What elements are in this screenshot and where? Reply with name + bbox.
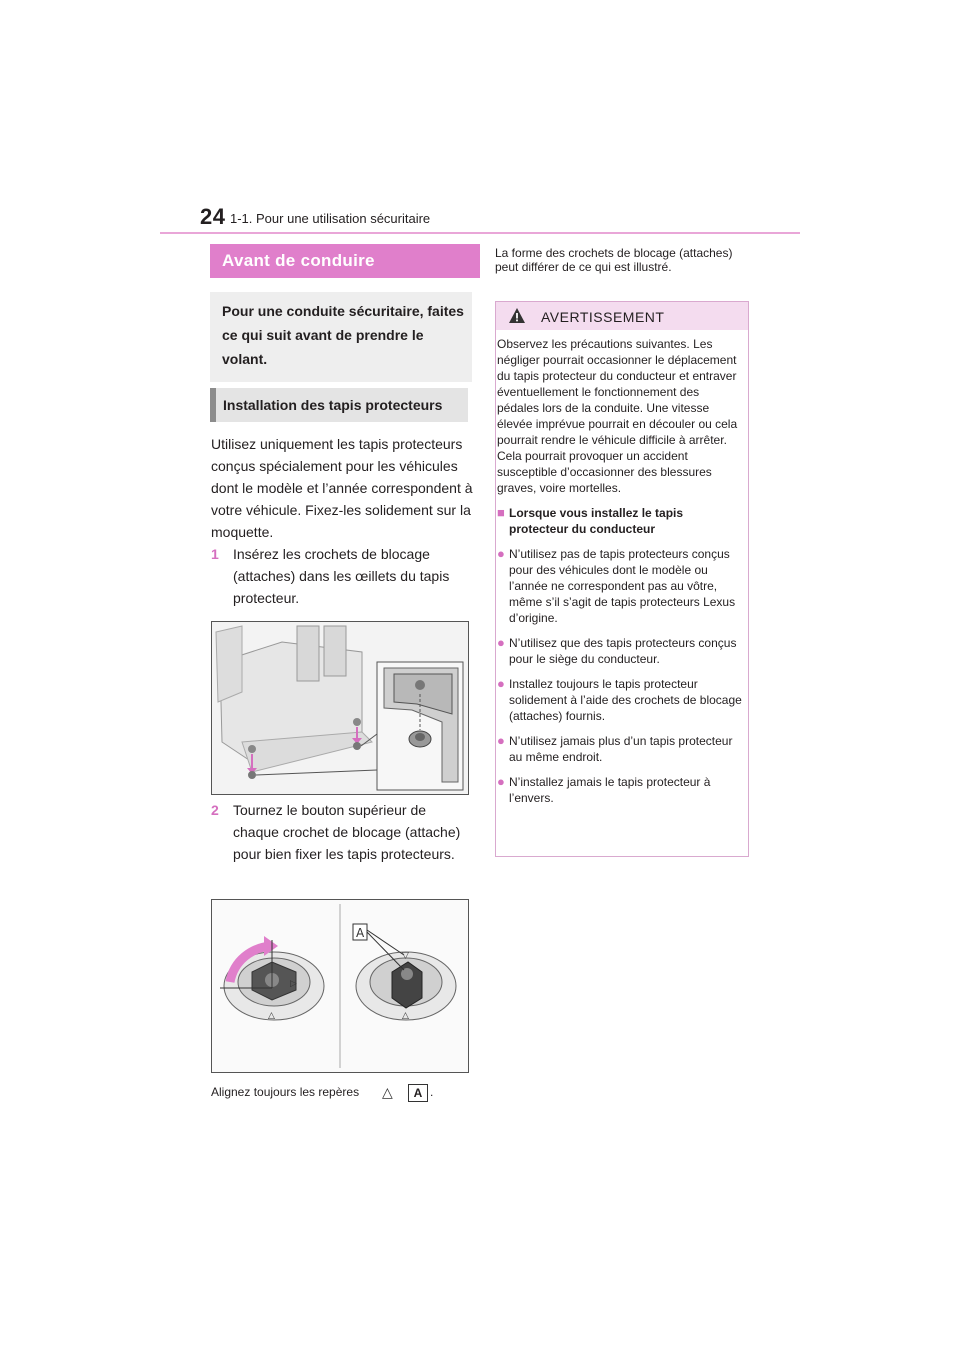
- svg-text:▷: ▷: [290, 979, 297, 989]
- warning-intro: Observez les précautions suivantes. Les négliger pourrait occasionner le déplacement du tapis protecteur du conducteur et entraver éventuellement le fonctionnement des pédales lors de la conduite. Une vitesse élevée imprévue pourrait en découler ou cela pourrait rendre le véhicule difficile à arrêter. Cela pourrait provoquer un accident susceptible d’occasionner des blessures graves, voire mortelles.: [497, 337, 738, 495]
- illus-label-a: A: [356, 926, 365, 940]
- square-bullet-icon: ■: [497, 505, 505, 520]
- step-1-text: Insérez les crochets de blocage (attaches) dans les œillets du tapis protecteur.: [233, 546, 450, 606]
- step-1-number: 1: [211, 546, 219, 562]
- warning-item-text: N’utilisez jamais plus d’un tapis protecteur au même endroit.: [509, 734, 733, 764]
- warning-item: [497, 676, 742, 724]
- warning-item: [497, 733, 742, 765]
- step-2-number: 2: [211, 802, 219, 818]
- caption-label-box: A: [408, 1084, 428, 1102]
- section-title-installation-label: Installation des tapis protecteurs: [223, 397, 443, 413]
- warning-item: [497, 635, 742, 667]
- warning-subheading: [497, 505, 742, 537]
- section-title-avant-de-conduire: Avant de conduire: [210, 244, 480, 278]
- clip-rotation-illustration: [211, 899, 469, 1073]
- warning-title: AVERTISSEMENT: [541, 309, 665, 325]
- warning-body: [497, 336, 742, 806]
- svg-text:▽: ▽: [402, 951, 409, 961]
- caption-period: .: [430, 1085, 434, 1099]
- bullet-icon: ●: [497, 546, 505, 561]
- warning-item-text: N’utilisez que des tapis protecteurs conçus pour le siège du conducteur.: [509, 636, 737, 666]
- svg-text:△: △: [402, 1011, 409, 1021]
- chapter-title: 1-1. Pour une utilisation sécuritaire: [230, 211, 431, 226]
- svg-text:△: △: [268, 1011, 275, 1021]
- warning-item: [497, 774, 742, 806]
- floor-mat-illustration: [211, 621, 469, 795]
- warning-subheading-text: Lorsque vous installez le tapis protecteur du conducteur: [509, 506, 684, 536]
- warning-triangle-icon: [508, 307, 526, 325]
- bullet-icon: ●: [497, 676, 505, 691]
- intro-box: Pour une conduite sécuritaire, faites ce qui suit avant de prendre le volant.: [210, 292, 472, 382]
- bullet-icon: ●: [497, 733, 505, 748]
- bullet-icon: ●: [497, 635, 505, 650]
- step-2-text: Tournez le bouton supérieur de chaque crochet de blocage (attache) pour bien fixer les tapis protecteurs.: [233, 802, 461, 862]
- intro-paragraph: Utilisez uniquement les tapis protecteurs conçus spécialement pour les véhicules dont le modèle et l’année correspondent à votre véhicule. Fixez-les solidement sur la moquette.: [211, 436, 473, 540]
- warning-item-text: N’installez jamais le tapis protecteur à l’envers.: [509, 775, 711, 805]
- step-2: [211, 799, 473, 865]
- step-1: [211, 543, 473, 609]
- clip-rotation-drawing: [212, 900, 468, 1072]
- caption-text: Alignez toujours les repères: [211, 1085, 360, 1099]
- warning-item-text: N’utilisez pas de tapis protecteurs conçus pour des véhicules dont le modèle ou l’année ne correspondent pas au vôtre, même s’il s’agit de tapis protecteurs Lexus d’origine.: [509, 547, 736, 625]
- warning-item: [497, 546, 742, 626]
- header-rule: [160, 232, 800, 234]
- floor-mat-drawing: [212, 622, 468, 794]
- shape-note: La forme des crochets de blocage (attaches) peut différer de ce qui est illustré.: [495, 246, 733, 274]
- section-title-installation: [210, 388, 468, 422]
- warning-item-text: Installez toujours le tapis protecteur solidement à l’aide des crochets de blocage (attaches) fournis.: [509, 677, 742, 723]
- page-number: 24: [200, 204, 226, 229]
- bullet-icon: ●: [497, 774, 505, 789]
- caption-triangle-icon: △: [382, 1084, 393, 1100]
